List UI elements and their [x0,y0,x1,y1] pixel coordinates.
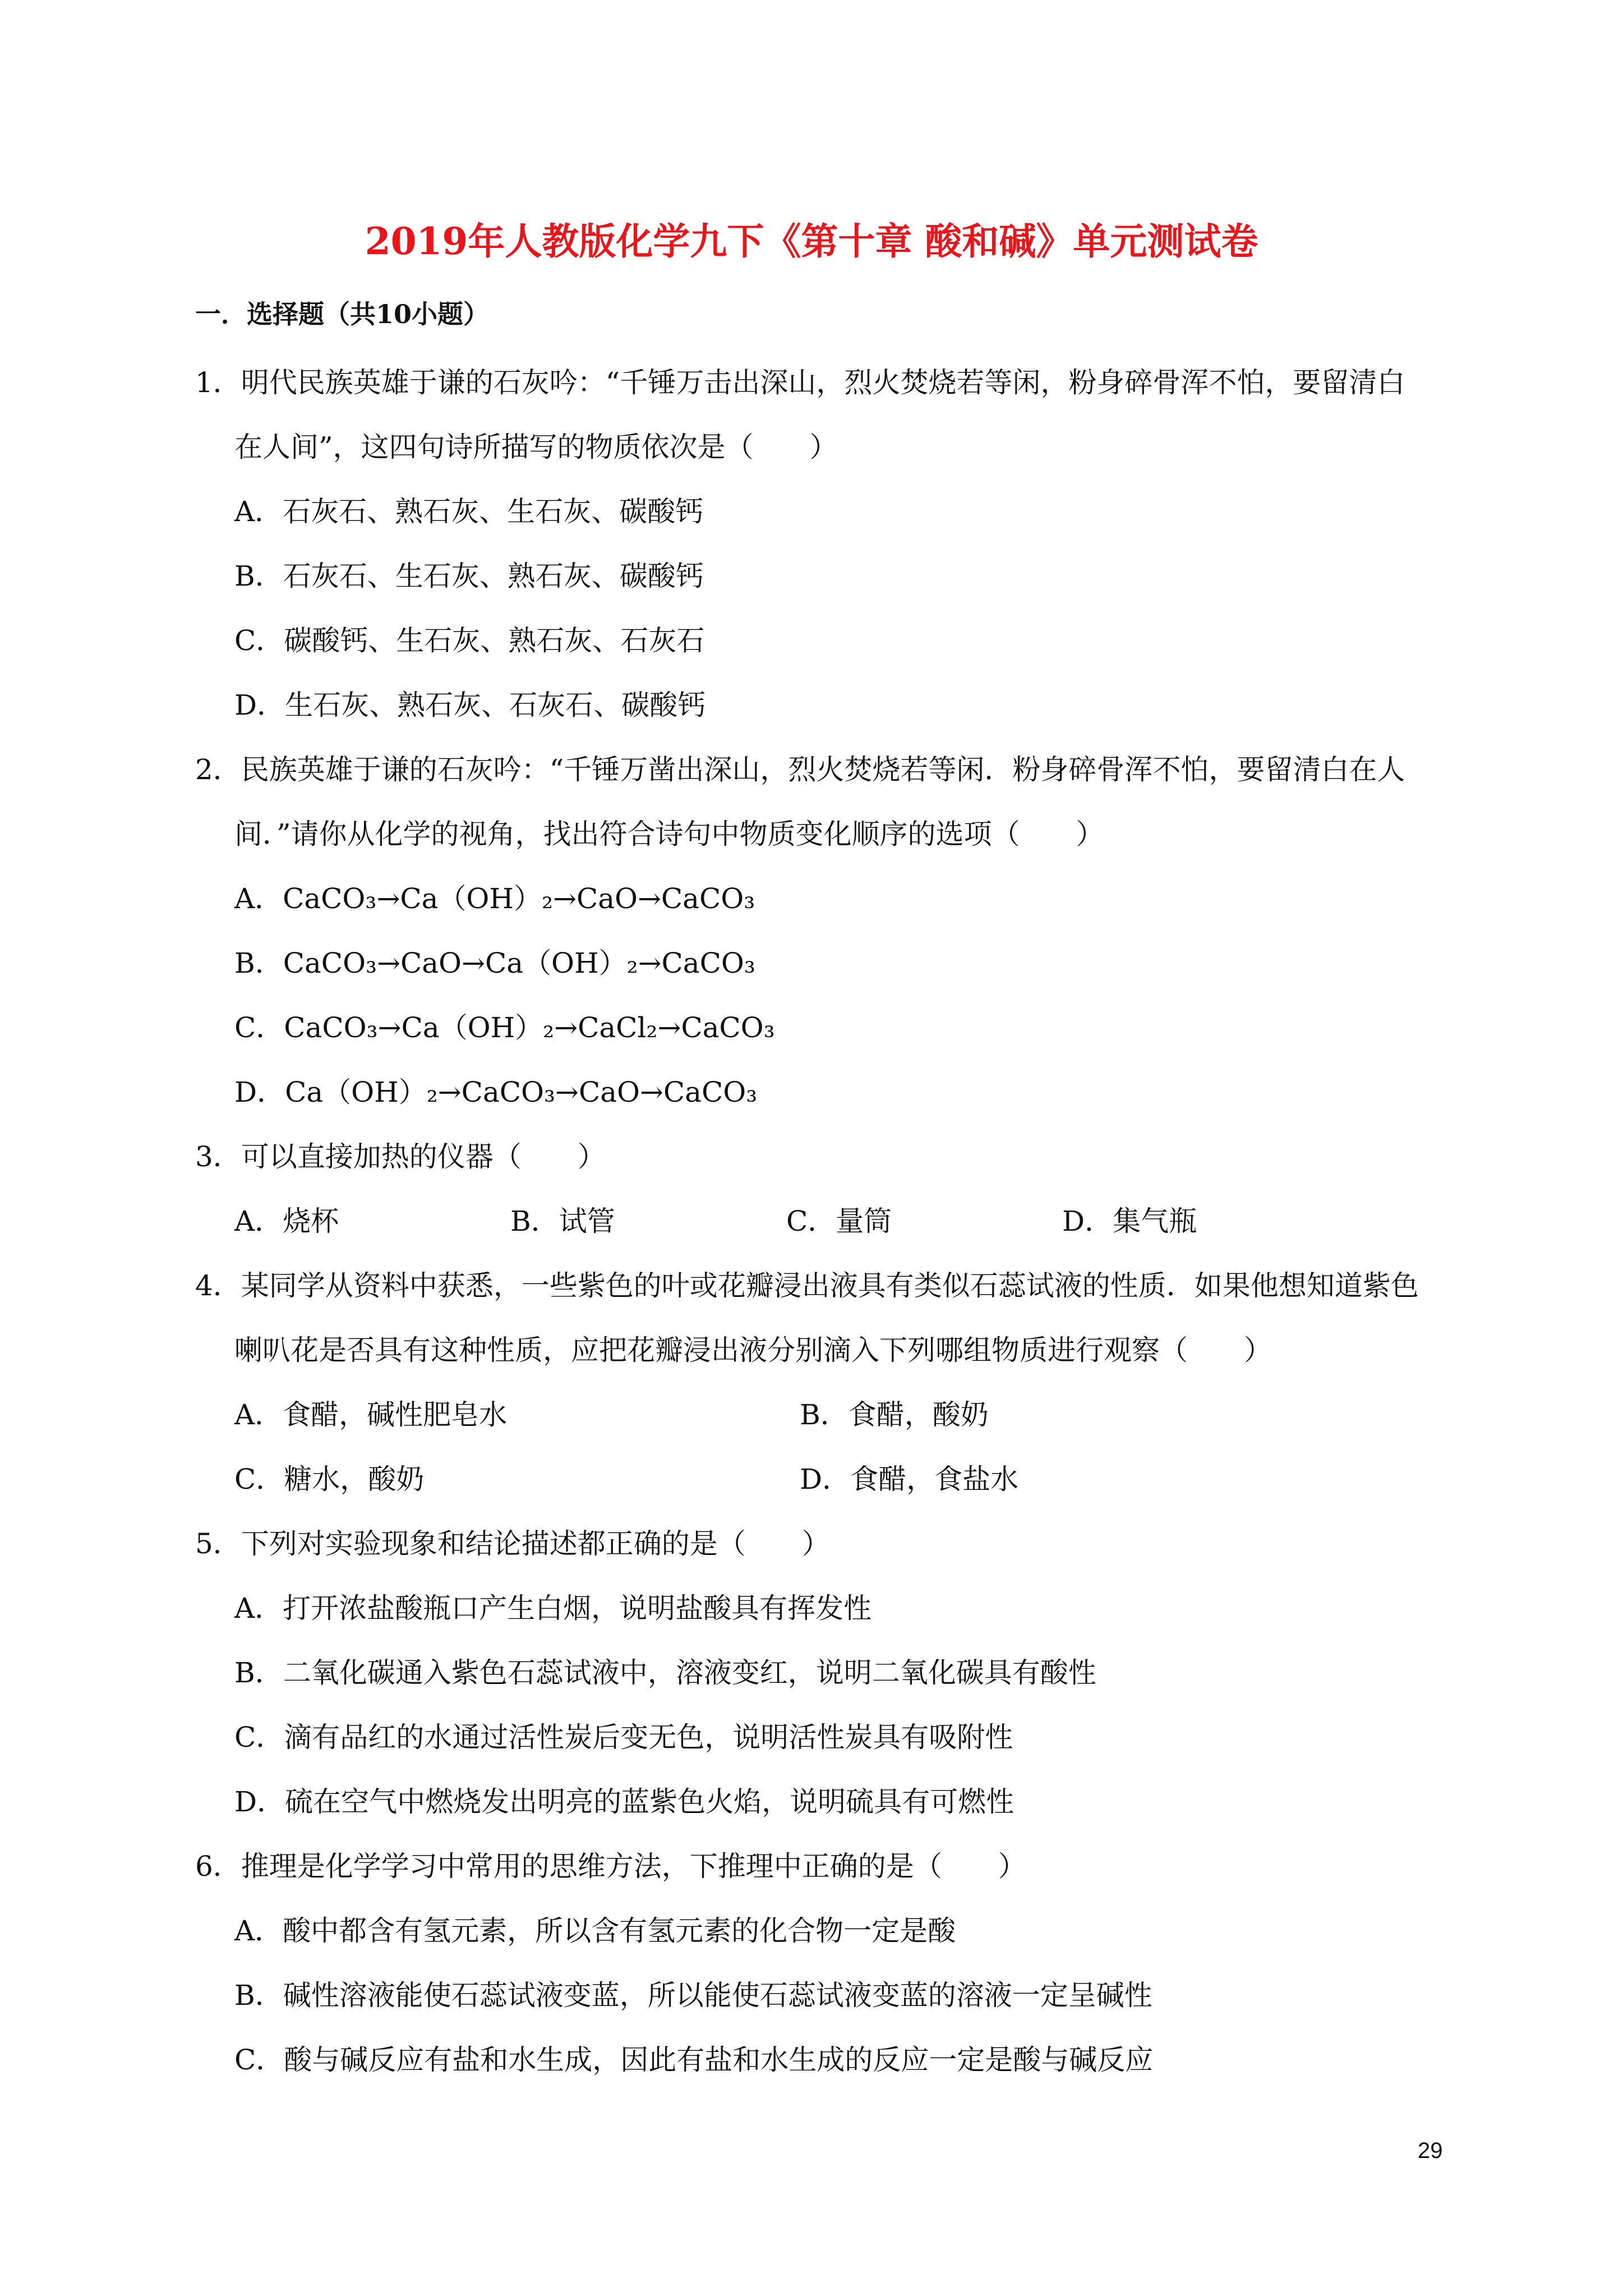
stem-line: 喇叭花是否具有这种性质，应把花瓣浸出液分别滴入下列哪组物质进行观察（ ） [234,1334,1272,1366]
stem-line: 在人间”，这四句诗所描写的物质依次是（ ） [234,431,838,463]
option: A．打开浓盐酸瓶口产生白烟，说明盐酸具有挥发性 [234,1592,872,1625]
stem-line: 1．明代民族英雄于谦的石灰吟：“千锤万击出深山，烈火焚烧若等闲，粉身碎骨浑不怕，要留清白 [195,366,1405,399]
page-title: 2019年人教版化学九下《第十章 酸和碱》单元测试卷 [365,219,1258,263]
option: B．二氧化碳通入紫色石蕊试液中，溶液变红，说明二氧化碳具有酸性 [234,1657,1096,1689]
option-row [195,1189,1457,1254]
option: D．生石灰、熟石灰、石灰石、碳酸钙 [234,689,706,721]
option: D．食醋，食盐水 [800,1463,1019,1496]
option: A．酸中都含有氢元素，所以含有氢元素的化合物一定是酸 [234,1915,956,1947]
option: C．糖水，酸奶 [234,1463,425,1496]
question-2 [195,738,1457,1125]
question-stem [195,1125,1457,1189]
question-list [195,351,1457,2092]
option: C．量筒 [786,1205,892,1237]
question-stem [195,1834,1457,1899]
question-5 [195,1512,1457,1834]
option: B．CaCO₃→CaO→Ca（OH）₂→CaCO₃ [234,947,755,979]
option: B．石灰石、生石灰、熟石灰、碳酸钙 [234,560,704,592]
stem-line: 4．某同学从资料中获悉，一些紫色的叶或花瓣浸出液具有类似石蕊试液的性质．如果他想知道紫色 [195,1269,1419,1302]
stem-line: 2．民族英雄于谦的石灰吟：“千锤万凿出深山，烈火焚烧若等闲．粉身碎骨浑不怕，要留清白在人 [195,753,1405,786]
option: A．食醋，碱性肥皂水 [234,1398,508,1431]
question-4 [195,1254,1457,1512]
option: D．集气瓶 [1062,1205,1197,1237]
option: C．滴有品红的水通过活性炭后变无色，说明活性炭具有吸附性 [234,1721,1013,1754]
option: C．CaCO₃→Ca（OH）₂→CaCl₂→CaCO₃ [234,1011,775,1044]
option-row [195,1447,1457,1512]
question-1 [195,351,1457,738]
option-row [195,1383,1457,1447]
option: A．石灰石、熟石灰、生石灰、碳酸钙 [234,495,704,528]
question-stem [195,738,1457,867]
question-stem [195,351,1457,480]
option: D．Ca（OH）₂→CaCO₃→CaO→CaCO₃ [234,1076,758,1108]
option: D．硫在空气中燃烧发出明亮的蓝紫色火焰，说明硫具有可燃性 [234,1786,1015,1818]
question-6 [195,1834,1457,2092]
stem-line: 间．”请你从化学的视角，找出符合诗句中物质变化顺序的选项（ ） [234,818,1104,850]
stem-line: 6．推理是化学学习中常用的思维方法，下推理中正确的是（ ） [195,1850,1026,1883]
page-number: 29 [1418,2138,1443,2163]
question-stem [195,1512,1457,1576]
stem-line: 5．下列对实验现象和结论描述都正确的是（ ） [195,1527,830,1560]
question-stem [195,1254,1457,1383]
option: B．食醋，酸奶 [800,1398,989,1431]
option: A．CaCO₃→Ca（OH）₂→CaO→CaCO₃ [234,882,755,915]
section-heading: 一．选择题（共10小题） [195,299,490,329]
option: C．碳酸钙、生石灰、熟石灰、石灰石 [234,624,705,657]
option: B．碱性溶液能使石蕊试液变蓝，所以能使石蕊试液变蓝的溶液一定呈碱性 [234,1979,1152,2012]
stem-line: 3．可以直接加热的仪器（ ） [195,1140,606,1173]
option: B．试管 [510,1205,615,1237]
option: C．酸与碱反应有盐和水生成，因此有盐和水生成的反应一定是酸与碱反应 [234,2044,1154,2076]
question-3 [195,1125,1457,1254]
option: A．烧杯 [234,1205,339,1237]
